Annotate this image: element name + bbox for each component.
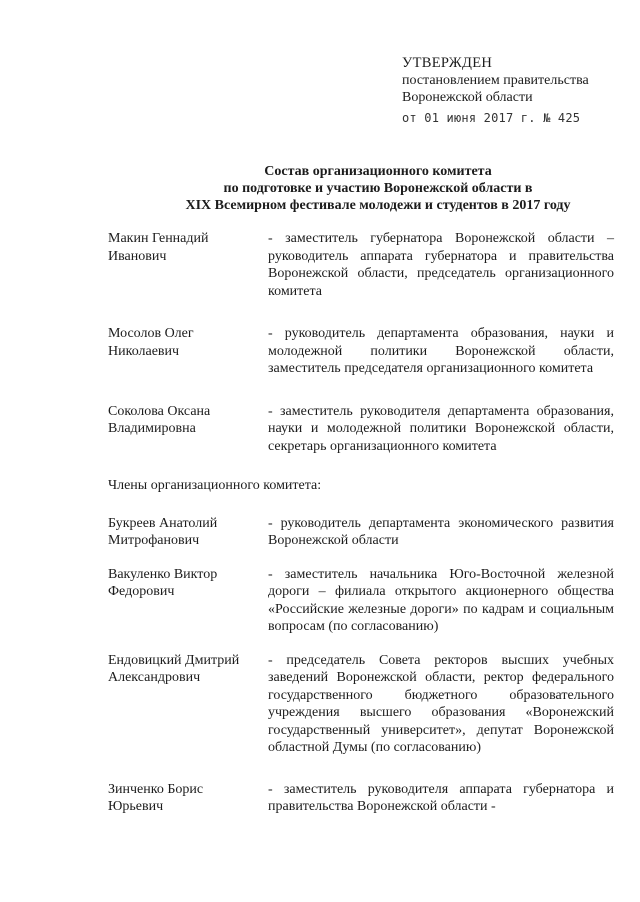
member-name-line-2: Юрьевич bbox=[108, 799, 164, 814]
approval-line-2: Воронежской области bbox=[402, 90, 533, 105]
committee-entry bbox=[108, 781, 614, 816]
approval-title: УТВЕРЖДЕН bbox=[402, 55, 493, 71]
member-name bbox=[108, 566, 268, 636]
title-line-2: по подготовке и участию Воронежской области в bbox=[223, 181, 533, 196]
member-name bbox=[108, 652, 268, 757]
member-name-line-2: Владимировна bbox=[108, 421, 196, 436]
committee-entry bbox=[108, 325, 614, 378]
member-name-line-2: Митрофанович bbox=[108, 533, 200, 548]
document-title bbox=[150, 163, 606, 214]
member-role: - заместитель руководителя аппарата губернатора и правительства Воронежской области - bbox=[268, 781, 614, 814]
member-role: - заместитель руководителя департамента образования, науки и молодежной политики Воронежской области, секретарь организационного комитета bbox=[268, 403, 614, 454]
member-name-line-2: Александрович bbox=[108, 670, 201, 685]
member-name-line-2: Федорович bbox=[108, 584, 175, 599]
member-name-line-1: Зинченко Борис bbox=[108, 781, 204, 797]
member-name bbox=[108, 325, 268, 378]
committee-entry bbox=[108, 515, 614, 550]
member-role: - заместитель губернатора Воронежской области – руководитель аппарата губернатора и правительства Воронежской области, председатель организационного комитета bbox=[268, 231, 614, 299]
member-role: - заместитель начальника Юго-Восточной железной дороги – филиала открытого акционерного общества «Российские железные дороги» по кадрам и социальным вопросам (по согласованию) bbox=[268, 566, 614, 634]
member-role: - руководитель департамента образования, науки и молодежной политики Воронежской области, заместитель председателя организационного комитета bbox=[268, 326, 614, 376]
member-role: - руководитель департамента экономического развития Воронежской области bbox=[268, 515, 614, 548]
member-name bbox=[108, 515, 268, 550]
members-heading: Члены организационного комитета: bbox=[108, 478, 322, 493]
member-name-line-1: Соколова Оксана bbox=[108, 403, 211, 419]
member-name bbox=[108, 230, 268, 300]
member-name-line-2: Иванович bbox=[108, 248, 167, 264]
member-name-line-2: Николаевич bbox=[108, 343, 180, 359]
member-name bbox=[108, 403, 268, 456]
member-name bbox=[108, 781, 268, 816]
committee-list bbox=[108, 230, 614, 816]
member-name-line-1: Букреев Анатолий bbox=[108, 515, 218, 531]
approval-line-1: постановлением правительства bbox=[402, 73, 589, 88]
member-name-line-1: Вакуленко Виктор bbox=[108, 566, 218, 582]
member-role: - председатель Совета ректоров высших учебных заведений Воронежской области, ректор федерального государственного бюджетного образовательного учреждения высшего образования «Воронежский государственный университет», депутат Воронежской областной Думы (по согласованию) bbox=[268, 652, 614, 755]
committee-entry bbox=[108, 566, 614, 636]
decree-reference: от 01 июня 2017 г. № 425 bbox=[402, 111, 581, 125]
approval-stamp bbox=[402, 55, 622, 127]
member-name-line-1: Ендовицкий Дмитрий bbox=[108, 652, 240, 668]
committee-entry bbox=[108, 403, 614, 456]
committee-entry bbox=[108, 652, 614, 757]
committee-entry bbox=[108, 230, 614, 300]
member-name-line-1: Макин Геннадий bbox=[108, 231, 209, 246]
title-line-1: Состав организационного комитета bbox=[264, 164, 492, 179]
title-line-3: XIX Всемирном фестивале молодежи и студентов в 2017 году bbox=[185, 198, 571, 213]
member-name-line-1: Мосолов Олег bbox=[108, 326, 194, 341]
